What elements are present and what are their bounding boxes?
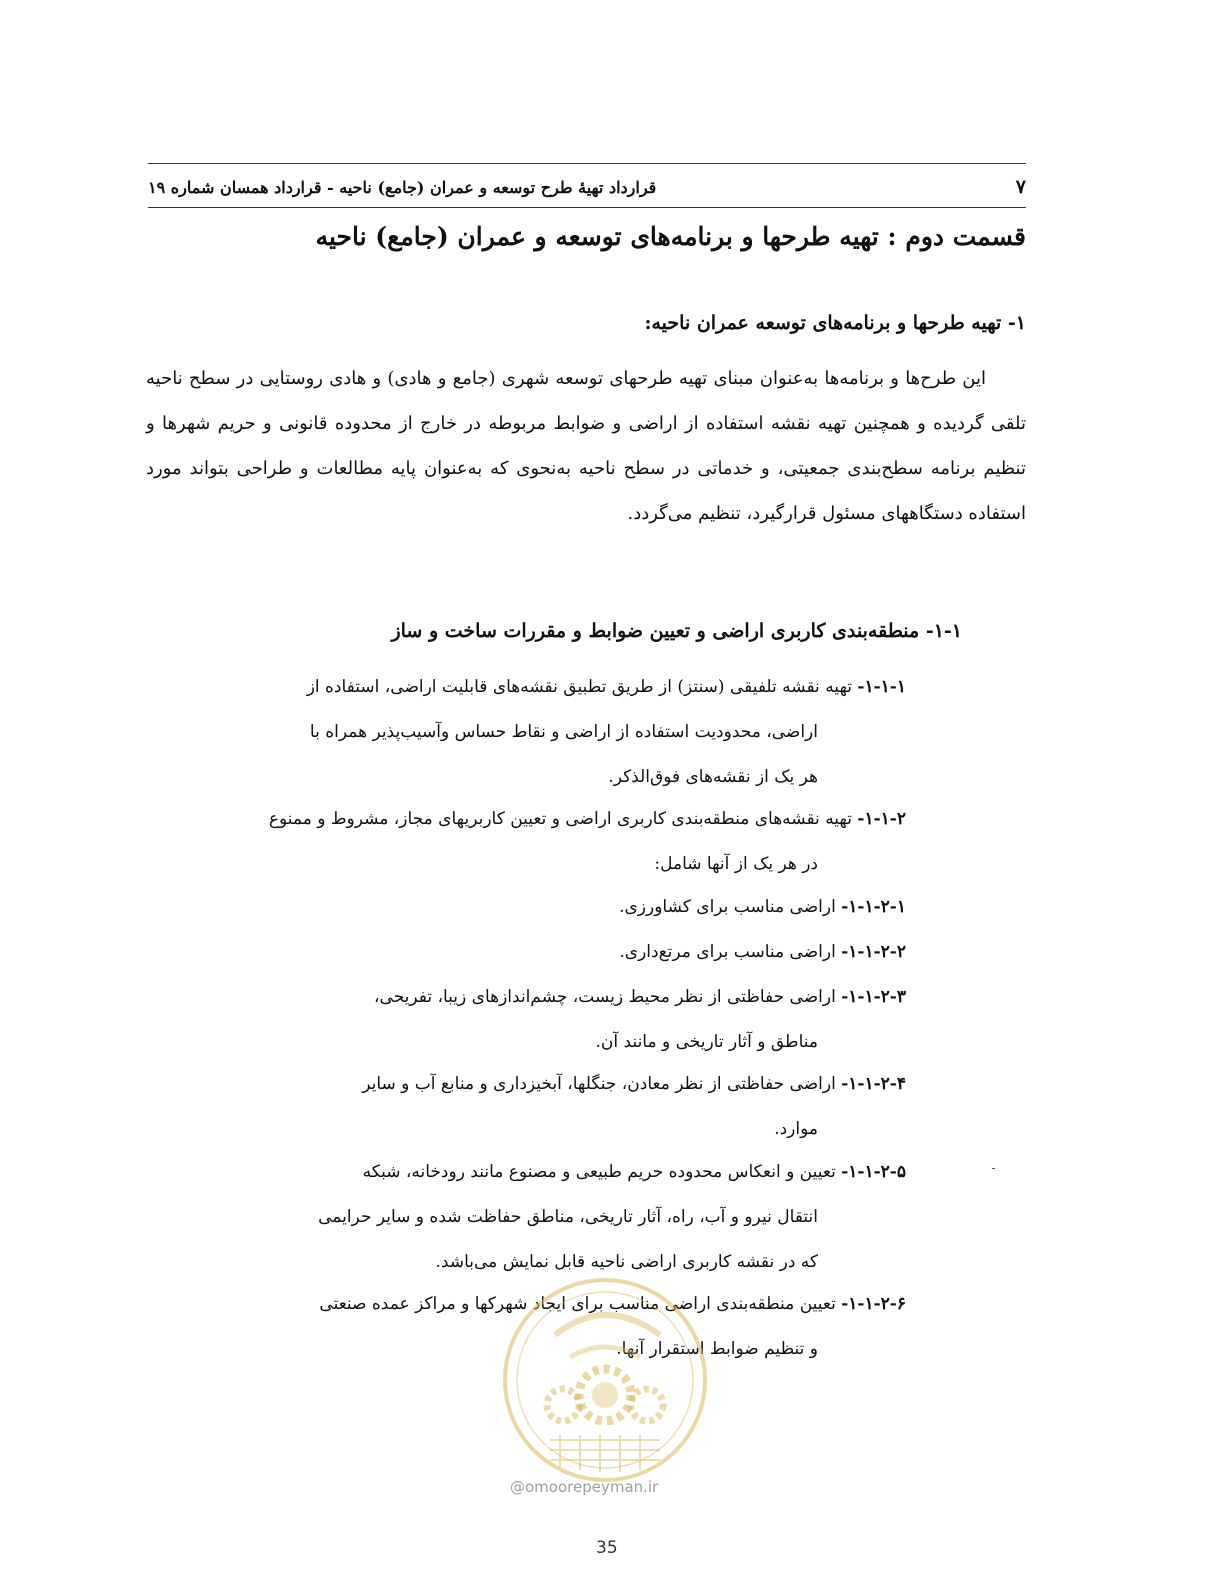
item-number: ۱-۱-۲-۶- bbox=[841, 1294, 906, 1314]
intro-paragraph-text: این طرح‌ها و برنامه‌ها به‌عنوان مبنای تهیه طرحهای توسعه شهری (جامع و هادی) و هادی روستایی در سطح ناحیه تلقی گردیده و همچنین تهیه نقشه استفاده از اراضی و ضوابط مربوطه در خارج از محدوده قانونی و حریم شهرها و تنظیم برنامه سطح‌بندی جمعیتی، و خدماتی در سطح ناحیه به‌نحوی که به‌عنوان پایه مطالعات و طراحی بتواند مورد استفاده دستگاههای مسئول قرارگیرد، تنظیم می‌گردد. bbox=[146, 368, 1026, 524]
item-text: تعیین و انعکاس محدوده حریم طبیعی و مصنوع مانند رودخانه، شبکه bbox=[362, 1162, 836, 1182]
list-item bbox=[146, 975, 906, 1065]
header-bottom-rule bbox=[148, 207, 1026, 208]
header-page-number: ۷ bbox=[1015, 176, 1026, 198]
item-continuation: که در نقشه کاربری اراضی ناحیه قابل نمایش می‌باشد. bbox=[435, 1252, 818, 1272]
item-number: ۱-۱-۲-۴- bbox=[841, 1074, 906, 1094]
header-running-title: قرارداد تهیهٔ طرح توسعه و عمران (جامع) ناحیه - قرارداد همسان شماره ۱۹ bbox=[148, 177, 657, 197]
item-text: تهیه نقشه تلفیقی (سنتز) از طریق تطبیق نقشه‌های قابلیت اراضی، استفاده از bbox=[306, 677, 853, 697]
header-top-rule bbox=[148, 163, 1026, 164]
item-text: اراضی مناسب برای مرتع‌داری. bbox=[619, 942, 836, 962]
item-continuation: انتقال نیرو و آب، راه، آثار تاریخی، مناطق حفاظت شده و سایر حرایمی bbox=[318, 1207, 818, 1227]
list-item bbox=[146, 885, 906, 930]
footer-page-number: 35 bbox=[596, 1538, 618, 1558]
intro-paragraph bbox=[146, 356, 1026, 536]
heading-1-1: ۱-۱- منطقه‌بندی کاربری اراضی و تعیین ضوابط و مقررات ساخت و ساز bbox=[391, 620, 962, 642]
list-item bbox=[146, 1150, 906, 1285]
list-item bbox=[146, 930, 906, 975]
item-text: اراضی مناسب برای کشاورزی. bbox=[619, 897, 836, 917]
item-number: ۱-۱-۱- bbox=[857, 677, 906, 697]
list-item bbox=[146, 797, 906, 887]
item-number: ۱-۱-۲-۲- bbox=[841, 942, 906, 962]
item-continuation: اراضی، محدودیت استفاده از اراضی و نقاط حساس وآسیب‌پذیر همراه با bbox=[309, 722, 818, 742]
item-continuation: هر یک از نقشه‌های فوق‌الذکر. bbox=[608, 767, 818, 787]
item-text: اراضی حفاظتی از نظر محیط زیست، چشم‌اندازهای زیبا، تفریحی، bbox=[374, 987, 836, 1007]
item-continuation: مناطق و آثار تاریخی و مانند آن. bbox=[595, 1032, 818, 1052]
item-text: تهیه نقشه‌های منطقه‌بندی کاربری اراضی و تعیین کاربریهای مجاز، مشروط و ممنوع bbox=[268, 809, 853, 829]
item-text: اراضی حفاظتی از نظر معادن، جنگلها، آبخیزداری و منابع آب و سایر bbox=[362, 1074, 836, 1094]
item-continuation: و تنظیم ضوابط استقرار آنها. bbox=[616, 1339, 818, 1359]
item-number: ۱-۱-۲-۱- bbox=[841, 897, 906, 917]
running-header bbox=[148, 172, 1026, 202]
sub-heading: ۱- تهیه طرحها و برنامه‌های توسعه عمران ناحیه: bbox=[644, 312, 1026, 334]
watermark-url: @omoorepeyman.ir bbox=[510, 1478, 659, 1496]
section-title: قسمت دوم : تهیه طرحها و برنامه‌های توسعه و عمران (جامع) ناحیه bbox=[315, 222, 1026, 251]
item-number: ۱-۱-۲- bbox=[857, 809, 906, 829]
item-continuation: در هر یک از آنها شامل: bbox=[654, 854, 818, 874]
list-item bbox=[146, 665, 906, 800]
item-continuation: موارد. bbox=[774, 1119, 818, 1139]
list-item bbox=[146, 1062, 906, 1152]
stray-mark bbox=[992, 1168, 995, 1169]
item-number: ۱-۱-۲-۳- bbox=[841, 987, 906, 1007]
watermark-logo bbox=[500, 1275, 710, 1485]
item-number: ۱-۱-۲-۵- bbox=[841, 1162, 906, 1182]
item-text: تعیین منطقه‌بندی اراضی مناسب برای ایجاد شهرکها و مراکز عمده صنعتی bbox=[319, 1294, 836, 1314]
